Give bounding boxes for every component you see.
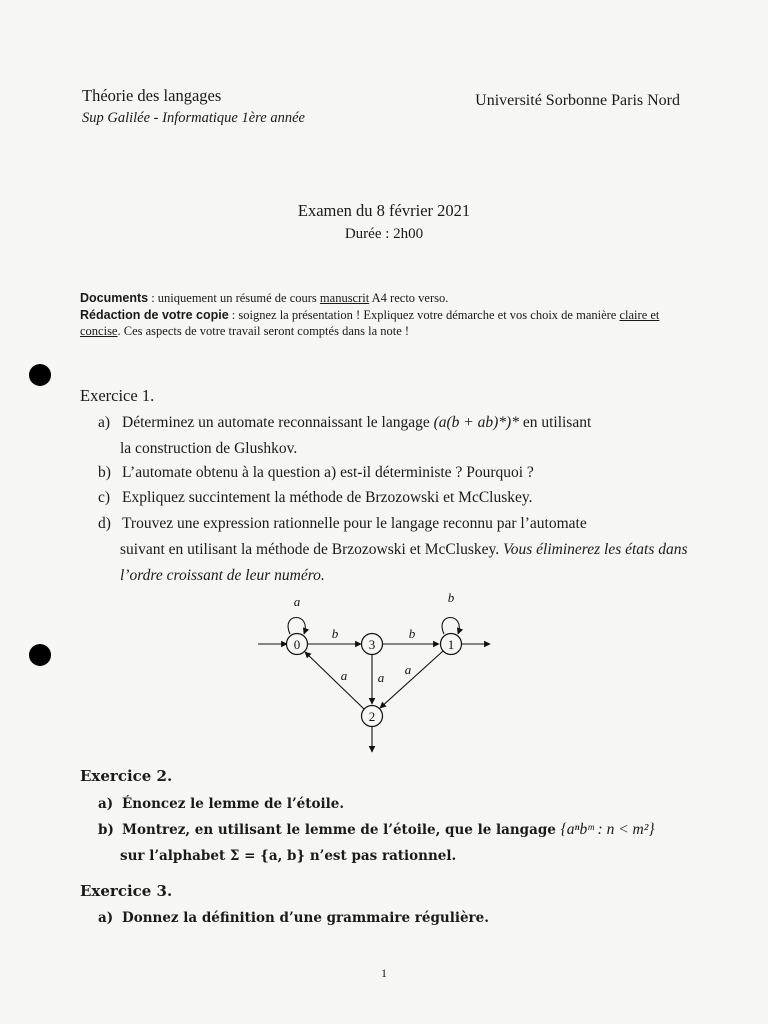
documents-rule — [80, 290, 690, 307]
exercise-3-question-a — [98, 905, 688, 931]
loop-1-label: b — [447, 590, 455, 605]
question-label: c) — [98, 489, 111, 506]
exercise-2-question-b — [98, 817, 688, 869]
exam-rules — [80, 290, 690, 340]
question-label: b) — [98, 822, 114, 838]
loop-0-label: a — [293, 594, 301, 609]
edge-loop-0 — [288, 618, 305, 635]
question-text: Énoncez le lemme de l’étoile. — [122, 796, 345, 812]
question-label: a) — [98, 414, 111, 431]
edge-2-0 — [305, 652, 364, 709]
question-label: d) — [98, 515, 111, 532]
edge-2-0-label: a — [340, 668, 348, 683]
edge-loop-1 — [442, 618, 459, 635]
exercise-1-question-b — [98, 460, 688, 486]
page-number: 1 — [381, 966, 387, 980]
question-text: Montrez, en utilisant le lemme de l’étoile, que le langage — [122, 822, 561, 838]
math-expression: (a(b + ab)*)* — [433, 414, 519, 431]
edge-3-2-label: a — [377, 670, 385, 685]
university-name: Université Sorbonne Paris Nord — [475, 92, 680, 109]
question-text: L’automate obtenu à la question a) est-il déterministe ? Pourquoi ? — [122, 464, 534, 481]
question-italic-instruction: Vous éliminerez les états dans l’ordre croissant de leur numéro. — [120, 541, 688, 584]
state-1-label: 1 — [447, 637, 455, 652]
exam-title: Examen du 8 février 2021 — [297, 201, 471, 220]
edge-3-1-label: b — [408, 626, 416, 641]
question-label: a) — [98, 910, 114, 926]
exercise-1-question-c — [98, 485, 688, 511]
redaction-underlined: claire et concise — [80, 307, 660, 338]
question-label: a) — [98, 796, 114, 812]
state-3-label: 3 — [368, 637, 376, 652]
documents-underlined: manuscrit — [319, 291, 370, 305]
exercise-2-title: Exercice 2. — [80, 767, 173, 785]
question-text: Expliquez succintement la méthode de Brzozowski et McCluskey. — [122, 489, 533, 506]
edge-0-3-label: b — [331, 626, 339, 641]
edge-1-2-label: a — [404, 662, 412, 677]
state-2-label: 2 — [368, 709, 376, 724]
question-continuation: la construction de Glushkov. — [120, 440, 298, 457]
documents-text: : uniquement un résumé de cours — [148, 291, 320, 305]
question-continuation-text: suivant en utilisant la méthode de Brzozowski et McCluskey. — [120, 541, 503, 558]
question-continuation-text: sur l’alphabet — [120, 848, 230, 864]
automaton-diagram — [240, 588, 500, 758]
documents-label: Documents — [80, 291, 149, 305]
punch-hole-top — [29, 364, 51, 386]
exercise-2-question-a — [98, 791, 688, 817]
question-text: Déterminez un automate reconnaissant le langage — [122, 414, 434, 431]
question-text: Donnez la définition d’une grammaire régulière. — [122, 910, 489, 926]
edge-1-2 — [377, 651, 443, 708]
alphabet-expression: Σ = {a, b} — [229, 848, 306, 864]
question-text: Trouvez une expression rationnelle pour le langage reconnu par l’automate — [122, 515, 587, 532]
redaction-rule — [80, 307, 690, 340]
math-expression: {aⁿbᵐ : n < m²} — [560, 821, 655, 838]
redaction-text: : soignez la présentation ! Expliquez votre démarche et vos choix de manière — [228, 307, 620, 322]
exercise-1-question-d — [98, 511, 688, 589]
question-continuation — [98, 537, 688, 589]
question-continuation-end: n’est pas rationnel. — [305, 848, 457, 864]
exercise-1-question-a — [98, 410, 688, 462]
program-subtitle: Sup Galilée - Informatique 1ère année — [82, 110, 305, 126]
redaction-text-end: . Ces aspects de votre travail seront comptés dans la note ! — [117, 324, 410, 338]
question-label: b) — [98, 464, 111, 481]
question-continuation — [98, 843, 688, 869]
redaction-label: Rédaction de votre copie — [80, 307, 229, 322]
exercise-3-title: Exercice 3. — [80, 882, 173, 900]
state-0-label: 0 — [293, 637, 301, 652]
exam-duration: Durée : 2h00 — [344, 226, 424, 242]
course-title: Théorie des langages — [82, 86, 222, 105]
documents-text-end: A4 recto verso. — [369, 291, 449, 305]
punch-hole-bottom — [29, 644, 51, 666]
question-text-end: en utilisant — [518, 414, 592, 431]
exercise-1-title: Exercice 1. — [80, 386, 155, 405]
